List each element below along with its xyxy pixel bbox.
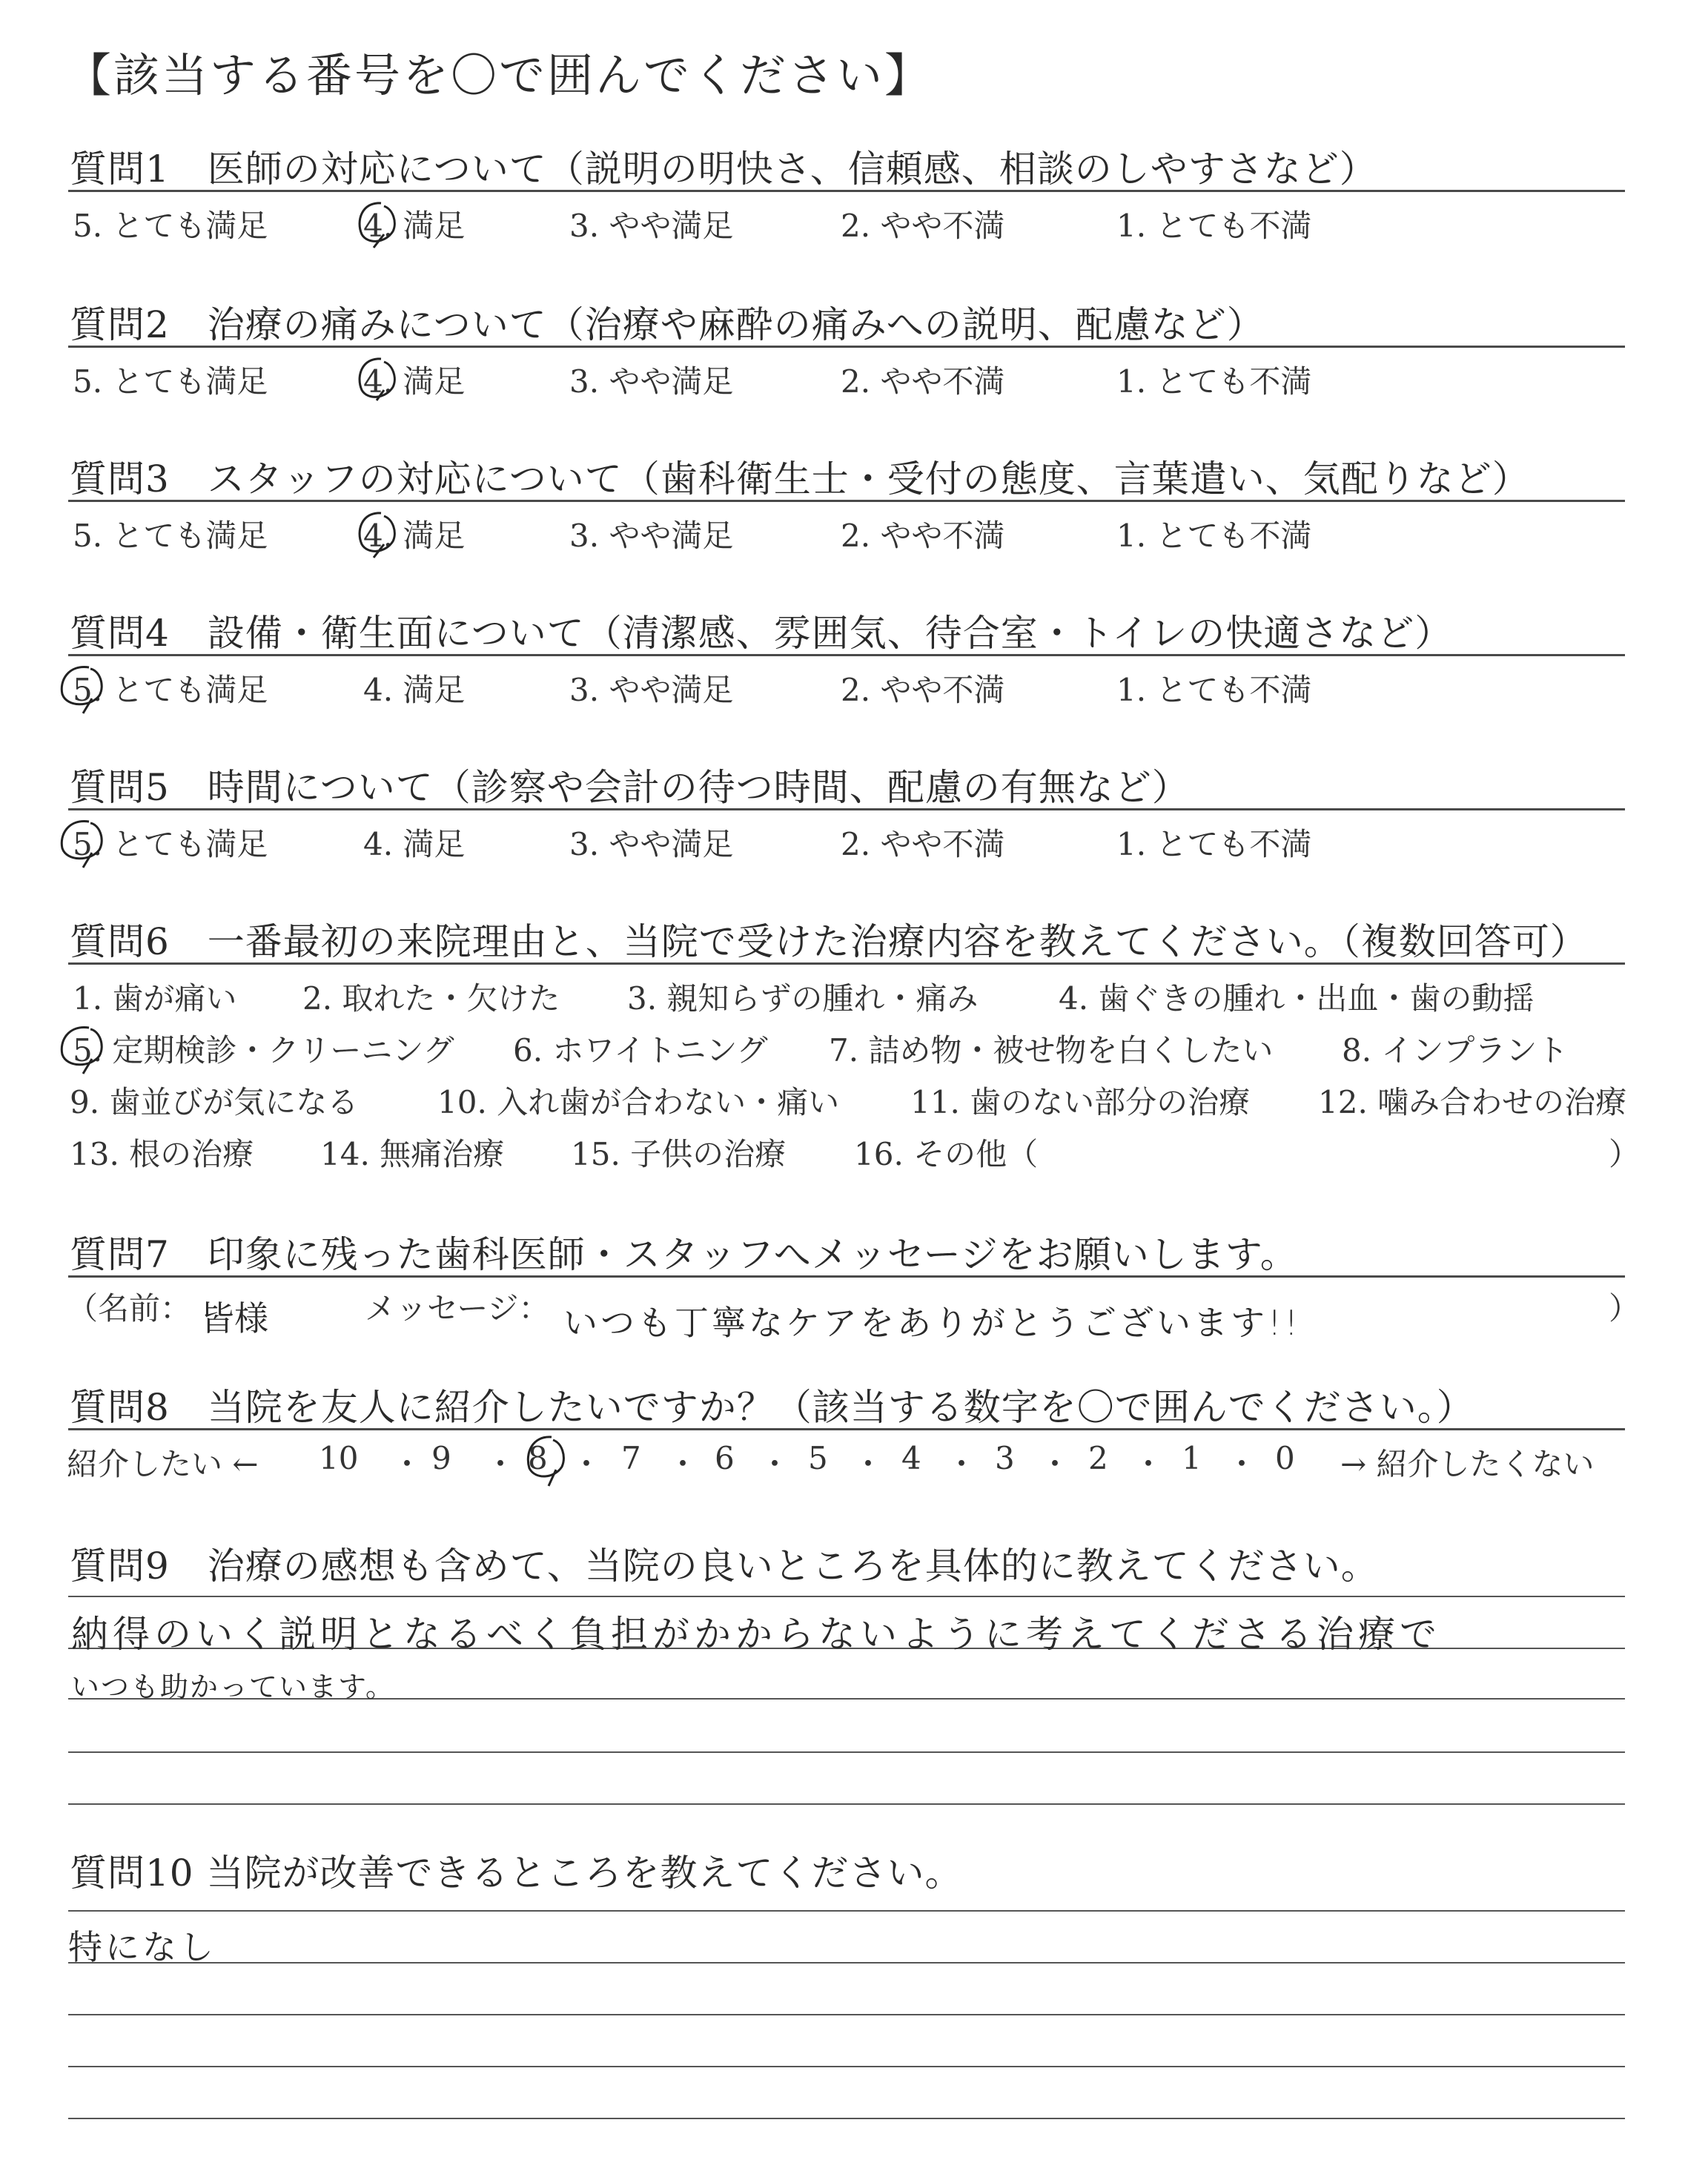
q8-scale-4[interactable]: 4 — [901, 1440, 921, 1476]
q4-option-3[interactable]: 3. やや満足 — [569, 672, 734, 708]
q6-option-15[interactable]: 15. 子供の治療 — [571, 1136, 787, 1172]
q10-line-5 — [68, 2118, 1625, 2119]
q3-option-2[interactable]: 2. やや不満 — [841, 518, 1005, 554]
q3-option-5[interactable]: 5. とても満足 — [73, 518, 268, 554]
q8-scale-1[interactable]: 1 — [1182, 1440, 1202, 1476]
q10-line-4 — [68, 2066, 1625, 2067]
q9-answer-line-2[interactable]: いつも助かっています。 — [71, 1671, 395, 1703]
q6-other-close-paren: ） — [1609, 1136, 1641, 1172]
q5-option-5[interactable]: 5. とても満足 — [73, 826, 268, 862]
q7-message-value[interactable]: いつも丁寧なケアをありがとうございます!! — [563, 1303, 1301, 1343]
q1-option-5[interactable]: 5. とても満足 — [73, 208, 268, 244]
q3-option-1[interactable]: 1. とても不満 — [1116, 518, 1312, 554]
question-1-rule — [68, 190, 1625, 192]
q2-option-1[interactable]: 1. とても不満 — [1116, 363, 1312, 400]
q2-option-3[interactable]: 3. やや満足 — [569, 363, 734, 400]
question-10-heading: 質問10 当院が改善できるところを教えてください。 — [70, 1852, 963, 1895]
question-4-heading: 質問4 設備・衛生面について（清潔感、雰囲気、待合室・トイレの快適さなど） — [70, 612, 1453, 655]
q10-line-3 — [68, 2014, 1625, 2015]
question-3-heading: 質問3 スタッフの対応について（歯科衛生士・受付の態度、言葉遣い、気配りなど） — [70, 458, 1530, 501]
q10-line-2 — [68, 1962, 1625, 1964]
q1-option-4[interactable]: 4. 満足 — [363, 208, 466, 244]
q6-option-2[interactable]: 2. 取れた・欠けた — [302, 980, 560, 1017]
q4-selection-circle — [53, 661, 113, 721]
q2-option-4[interactable]: 4. 満足 — [363, 363, 466, 400]
q10-line-1 — [68, 1910, 1625, 1912]
q6-selection-circle — [53, 1022, 113, 1081]
q6-option-5[interactable]: 5. 定期検診・クリーニング — [73, 1032, 454, 1069]
question-5-rule — [68, 808, 1625, 810]
q8-scale-3[interactable]: 3 — [995, 1440, 1015, 1476]
q3-option-4[interactable]: 4. 満足 — [363, 518, 466, 554]
q8-selection-circle — [519, 1431, 578, 1493]
q4-option-1[interactable]: 1. とても不満 — [1116, 672, 1312, 708]
question-2-heading: 質問2 治療の痛みについて（治療や麻酔の痛みへの説明、配慮など） — [70, 303, 1265, 346]
q8-scale-6[interactable]: 6 — [715, 1440, 735, 1476]
q8-right-label: → 紹介したくない — [1340, 1446, 1595, 1482]
q4-option-4[interactable]: 4. 満足 — [363, 672, 466, 708]
q7-message-label: メッセージ： — [365, 1290, 550, 1327]
q6-option-12[interactable]: 12. 噛み合わせの治療 — [1318, 1084, 1627, 1120]
q8-scale-0[interactable]: 0 — [1275, 1440, 1295, 1476]
q1-option-1[interactable]: 1. とても不満 — [1116, 208, 1312, 244]
q2-selection-circle — [351, 354, 403, 406]
q6-option-4[interactable]: 4. 歯ぐきの腫れ・出血・歯の動揺 — [1059, 980, 1535, 1017]
question-8-heading: 質問8 当院を友人に紹介したいですか？（該当する数字を〇で囲んでください。） — [70, 1386, 1474, 1429]
q5-option-4[interactable]: 4. 満足 — [363, 826, 466, 862]
form-title: 【該当する番号を〇で囲んでください】 — [65, 48, 933, 102]
q9-line-4 — [68, 1751, 1625, 1753]
q6-option-11[interactable]: 11. 歯のない部分の治療 — [910, 1084, 1251, 1120]
q7-close-paren: ） — [1609, 1290, 1641, 1327]
q8-left-label: 紹介したい ← — [67, 1446, 259, 1482]
question-1-heading: 質問1 医師の対応について（説明の明快さ、信頼感、相談のしやすさなど） — [70, 148, 1377, 191]
q8-scale-10[interactable]: 10 — [319, 1440, 359, 1476]
question-6-rule — [68, 962, 1625, 965]
q5-option-2[interactable]: 2. やや不満 — [841, 826, 1005, 862]
q4-option-2[interactable]: 2. やや不満 — [841, 672, 1005, 708]
question-6-heading: 質問6 一番最初の来院理由と、当院で受けた治療内容を教えてください。（複数回答可） — [70, 920, 1588, 963]
q1-selection-circle — [351, 199, 403, 251]
question-9-heading: 質問9 治療の感想も含めて、当院の良いところを具体的に教えてください。 — [70, 1545, 1379, 1588]
q10-answer-line-1[interactable]: 特になし — [68, 1927, 216, 1967]
q7-name-label: （名前： — [67, 1290, 192, 1327]
q6-option-16[interactable]: 16. その他（ — [854, 1136, 1039, 1172]
q6-option-13[interactable]: 13. 根の治療 — [70, 1136, 254, 1172]
q8-scale-2[interactable]: 2 — [1088, 1440, 1108, 1476]
q8-scale: 10 ・ 9 ・ 8 ・ 7 ・ 6 ・ 5 ・ 4 ・ 3 ・ 2 ・ 1 ・ 0 — [319, 1440, 1295, 1482]
q6-option-3[interactable]: 3. 親知らずの腫れ・痛み — [627, 980, 979, 1017]
q1-option-3[interactable]: 3. やや満足 — [569, 208, 734, 244]
q6-option-9[interactable]: 9. 歯並びが気になる — [70, 1084, 359, 1120]
q8-scale-5[interactable]: 5 — [808, 1440, 828, 1476]
q6-option-14[interactable]: 14. 無痛治療 — [320, 1136, 505, 1172]
q5-option-1[interactable]: 1. とても不満 — [1116, 826, 1312, 862]
q6-option-7[interactable]: 7. 詰め物・被せ物を白くしたい — [829, 1032, 1274, 1069]
q2-option-2[interactable]: 2. やや不満 — [841, 363, 1005, 400]
question-2-rule — [68, 346, 1625, 348]
q3-selection-circle — [351, 509, 403, 561]
q8-scale-8[interactable]: 8 — [528, 1440, 548, 1476]
question-5-heading: 質問5 時間について（診察や会計の待つ時間、配慮の有無など） — [70, 766, 1190, 809]
question-3-rule — [68, 500, 1625, 502]
q9-answer-line-1[interactable]: 納得のいく説明となるべく負担がかからないように考えてくださる治療で — [71, 1613, 1441, 1656]
q5-selection-circle — [53, 816, 113, 875]
q9-line-1 — [68, 1596, 1625, 1597]
question-8-rule — [68, 1428, 1625, 1430]
q8-scale-7[interactable]: 7 — [621, 1440, 641, 1476]
q1-option-2[interactable]: 2. やや不満 — [841, 208, 1005, 244]
question-7-heading: 質問7 印象に残った歯科医師・スタッフへメッセージをお願いします。 — [70, 1233, 1298, 1276]
q3-option-3[interactable]: 3. やや満足 — [569, 518, 734, 554]
q6-option-1[interactable]: 1. 歯が痛い — [73, 980, 237, 1017]
question-7-rule — [68, 1275, 1625, 1278]
q6-option-10[interactable]: 10. 入れ歯が合わない・痛い — [437, 1084, 840, 1120]
q4-option-5[interactable]: 5. とても満足 — [73, 672, 268, 708]
question-4-rule — [68, 654, 1625, 656]
q7-name-value[interactable]: 皆様 — [200, 1298, 268, 1338]
q6-option-6[interactable]: 6. ホワイトニング — [513, 1032, 768, 1069]
q9-line-5 — [68, 1803, 1625, 1805]
q2-option-5[interactable]: 5. とても満足 — [73, 363, 268, 400]
q6-option-8[interactable]: 8. インプラント — [1342, 1032, 1569, 1069]
q5-option-3[interactable]: 3. やや満足 — [569, 826, 734, 862]
q8-scale-9[interactable]: 9 — [431, 1440, 451, 1476]
